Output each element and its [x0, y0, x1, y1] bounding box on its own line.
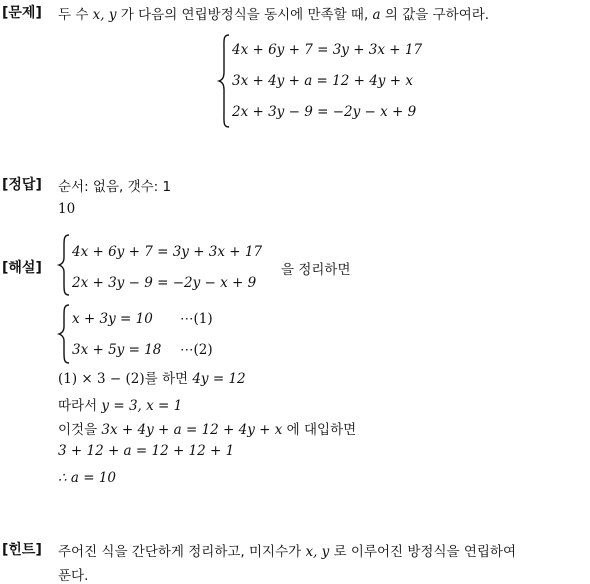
step1-result: 4y = 12 — [192, 371, 246, 387]
problem-statement — [58, 3, 489, 23]
step3-text: 이것을 — [58, 422, 98, 438]
problem-text-post: 의 값을 구하여라. — [384, 7, 490, 23]
problem-var-a: a — [372, 7, 381, 23]
hint-line-2: 푼다. — [58, 568, 89, 584]
solution-tag: [해설] — [2, 260, 42, 276]
solution-system2-brace — [58, 304, 72, 364]
solution-step-1 — [58, 367, 246, 387]
solution-sys2-eq-2: 3x + 5y = 18 — [72, 342, 162, 358]
solution-step-3 — [58, 418, 356, 438]
solution-system1-brace — [58, 234, 72, 296]
step1-math: (1) × 3 − (2) — [58, 371, 145, 387]
solution-step-4: 3 + 12 + a = 12 + 12 + 1 — [58, 443, 235, 459]
problem-eq-1: 4x + 6y + 7 = 3y + 3x + 17 — [232, 42, 423, 58]
solution-sys2-label-1: ⋯(1) — [180, 311, 213, 327]
problem-system-brace — [218, 34, 232, 128]
problem-text-mid: 가 다음의 연립방정식을 동시에 만족할 때, — [120, 7, 369, 23]
step1-text: 를 하면 — [144, 371, 189, 387]
step3-text2: 에 대입하면 — [286, 422, 357, 438]
solution-system1-note: 을 정리하면 — [281, 262, 351, 278]
hint-vars: x, y — [305, 544, 330, 560]
hint-text-post: 로 이루어진 방정식을 연립하여 — [333, 544, 516, 560]
solution-step-2 — [58, 394, 182, 414]
step2-math: y = 3, x = 1 — [101, 398, 183, 414]
problem-tag: [문제] — [2, 5, 42, 21]
step3-math: 3x + 4y + a = 12 + 4y + x — [101, 422, 283, 438]
solution-eq-2: 2x + 3y − 9 = −2y − x + 9 — [72, 275, 257, 291]
answer-tag: [정답] — [2, 177, 42, 193]
problem-vars: x, y — [92, 7, 117, 23]
hint-text-pre: 주어진 식을 간단하게 정리하고, 미지수가 — [58, 544, 302, 560]
step2-text: 따라서 — [58, 398, 98, 414]
solution-sys2-label-2: ⋯(2) — [180, 342, 213, 358]
solution-sys2-eq-1: x + 3y = 10 — [72, 311, 153, 327]
answer-value: 10 — [58, 201, 76, 217]
problem-eq-3: 2x + 3y − 9 = −2y − x + 9 — [232, 104, 417, 120]
problem-text-pre: 두 수 — [58, 7, 89, 23]
solution-step-5: ∴ a = 10 — [58, 470, 117, 486]
problem-eq-2: 3x + 4y + a = 12 + 4y + x — [232, 73, 413, 89]
answer-line: 순서: 없음, 갯수: 1 — [58, 179, 172, 195]
solution-eq-1: 4x + 6y + 7 = 3y + 3x + 17 — [72, 244, 263, 260]
hint-line-1 — [58, 540, 516, 560]
hint-tag: [힌트] — [2, 542, 42, 558]
